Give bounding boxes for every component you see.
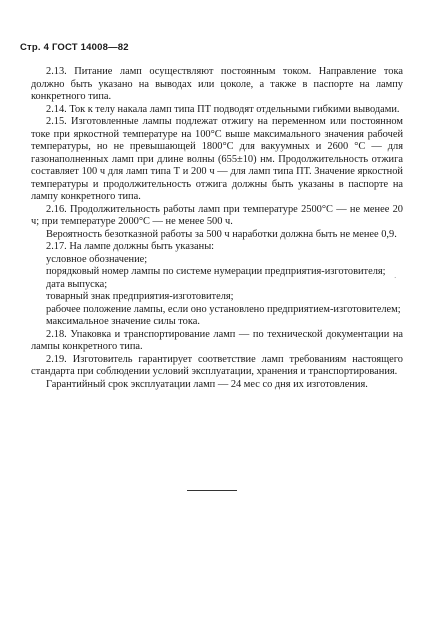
marking-item-serial-number: порядковый номер лампы по системе нумерации предприятия-изготовителя; <box>46 266 386 277</box>
marking-item-working-position: рабочее положение лампы, если оно установлено предприятием-изготовителем; <box>46 303 401 315</box>
standard-designation: ГОСТ 14008—82 <box>51 42 129 53</box>
end-rule <box>187 490 237 491</box>
marking-item-release-date: дата выпуска; <box>46 278 108 290</box>
clause-2-16: 2.16. Продолжительность работы ламп при температуре 2500°С — не менее 20 ч; при температуре 2000°С — не менее 500 ч. <box>31 203 403 227</box>
warranty-paragraph: Гарантийный срок эксплуатации ламп — 24 мес со дня их изготовления. <box>46 378 368 390</box>
clause-2-15: 2.15. Изготовленные лампы подлежат отжигу на переменном или постоянном токе при яркостной температуре на 100°С выше максимального значения рабочей температуры, но не превышающей 1800°С для вакуумных и 2600 °С — для газонаполненных ламп при длине волны (655±10) нм. Продолжительность отжига составляет 100 ч для ламп типа Т и 200 ч — для ламп типа ПТ. Значение яркостной температуры и продолжительность отжига должны быть указаны в паспорте на лампу конкретного типа. <box>31 116 403 202</box>
marking-item-designation: условное обозначение; <box>46 253 148 265</box>
clause-2-14: 2.14. Ток к телу накала ламп типа ПТ подводят отдельными гибкими выводами. <box>46 103 400 115</box>
reliability-paragraph: Вероятность безотказной работы за 500 ч наработки должна быть не менее 0,9. <box>46 228 397 240</box>
document-body <box>31 66 403 391</box>
clause-2-18: 2.18. Упаковка и транспортирование ламп — по технической документации на лампы конкретного типа. <box>31 328 403 352</box>
marking-item-max-current: максимальное значение силы тока. <box>46 316 200 327</box>
scan-speck: · <box>394 274 397 282</box>
clause-2-19: 2.19. Изготовитель гарантирует соответствие ламп требованиям настоящего стандарта при соблюдении условий эксплуатации, хранения и транспортирования. <box>31 353 403 377</box>
page-number: Стр. 4 <box>20 42 50 53</box>
clause-2-13: 2.13. Питание ламп осуществляют постоянным током. Направление тока должно быть указано на выводах или цоколе, а также в паспорте на лампу конкретного типа. <box>31 66 403 102</box>
page-header <box>20 42 129 53</box>
marking-item-trademark: товарный знак предприятия-изготовителя; <box>46 291 234 302</box>
clause-2-17: 2.17. На лампе должны быть указаны: <box>46 241 215 252</box>
